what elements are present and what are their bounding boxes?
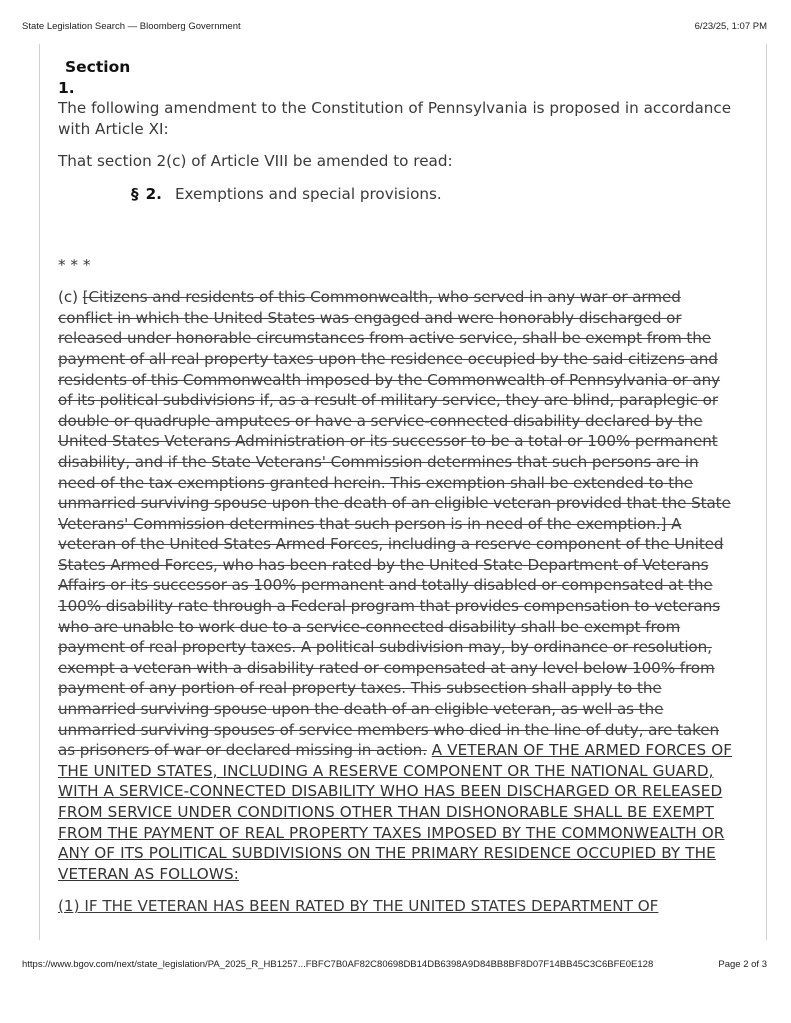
inserted-text: A VETERAN OF THE ARMED FORCES OF THE UNITED STATES, INCLUDING A RESERVE COMPONENT OR THE NATIONAL GUARD, WITH A SERVICE-CONNECTED DISABILITY WHO HAS BEEN DISCHARGED OR RELEASED FROM SERVICE UNDER CONDITIONS OTHER THAN DISHONORABLE SHALL BE EXEMPT FROM THE PAYMENT OF REAL PROPERTY TAXES IMPOSED BY THE COMMONWEALTH OR ANY OF ITS POLITICAL SUBDIVISIONS ON THE PRIMARY RESIDENCE OCCUPIED BY THE VETERAN AS FOLLOWS:	[58, 741, 733, 883]
separator: * * *	[58, 255, 91, 274]
subsection-heading	[131, 184, 738, 205]
section-symbol: §	[131, 184, 139, 203]
item-1: (1) IF THE VETERAN HAS BEEN RATED BY THE UNITED STATES DEPARTMENT OF	[58, 897, 659, 916]
struck-text: [Citizens and residents of this Commonwealth, who served in any war or armed conflict in which the United States was engaged and were honorably discharged or released under honorable circumstances from active service, shall be exempt from the payment of all real property taxes upon the residence occupied by the said citizens and residents of this Commonwealth imposed by the Commonwealth of Pennsylvania or any of its political subdivisions if, as a result of military service, they are blind, paraplegic or double or quadruple amputees or have a service-connected disability declared by the United States Veterans Administration or its successor to be a total or 100% permanent disability, and if the State Veterans' Commission determines that such persons are in need of the tax exemptions granted herein. This exemption shall be extended to the unmarried surviving spouse upon the death of an eligible veteran provided that the State Veterans' Commission determines that such person is in need of the exemption.] A veteran of the United States Armed Forces, including a reserve component of the United States Armed Forces, who has been rated by the United State Department of Veterans Affairs or its successor as 100% permanent and totally disabled or compensated at the 100% disability rate through a Federal program that provides compensation to veterans who are unable to work due to a service-connected disability shall be exempt from payment of real property taxes. A political subdivision may, by ordinance or resolution, exempt a veteran with a disability rated or compensated at any level below 100% from payment of any portion of real property taxes. This subsection shall apply to the unmarried surviving spouse upon the death of an eligible veteran, as well as the unmarried surviving spouses of service members who died in the line of duty, are taken as prisoners of war or declared missing in action.	[58, 288, 731, 760]
section-number: 1.	[58, 78, 75, 97]
intro-paragraph: The following amendment to the Constitution of Pennsylvania is proposed in accordance with Article XI:	[58, 99, 732, 138]
page-header-title: State Legislation Search — Bloomberg Government	[22, 21, 241, 32]
subsection-number: 2.	[145, 184, 162, 203]
left-border	[39, 44, 40, 940]
subsection-title: Exemptions and special provisions.	[174, 184, 442, 203]
clause-prefix: (c)	[58, 288, 83, 307]
clause-c	[58, 287, 738, 884]
page-header-datetime: 6/23/25, 1:07 PM	[694, 21, 767, 32]
page-footer-url: https://www.bgov.com/next/state_legislation/PA_2025_R_HB1257...FBFC7B0AF82C80698DB14DB6398A9D84BB8BF8D07F14BB45C3C6BFE0E128	[22, 959, 654, 970]
right-border	[766, 44, 767, 940]
amend-line: That section 2(c) of Article VIII be amended to read:	[58, 152, 453, 171]
document-body	[58, 57, 738, 937]
section-label: Section	[65, 58, 131, 76]
page-footer-number: Page 2 of 3	[718, 959, 767, 970]
